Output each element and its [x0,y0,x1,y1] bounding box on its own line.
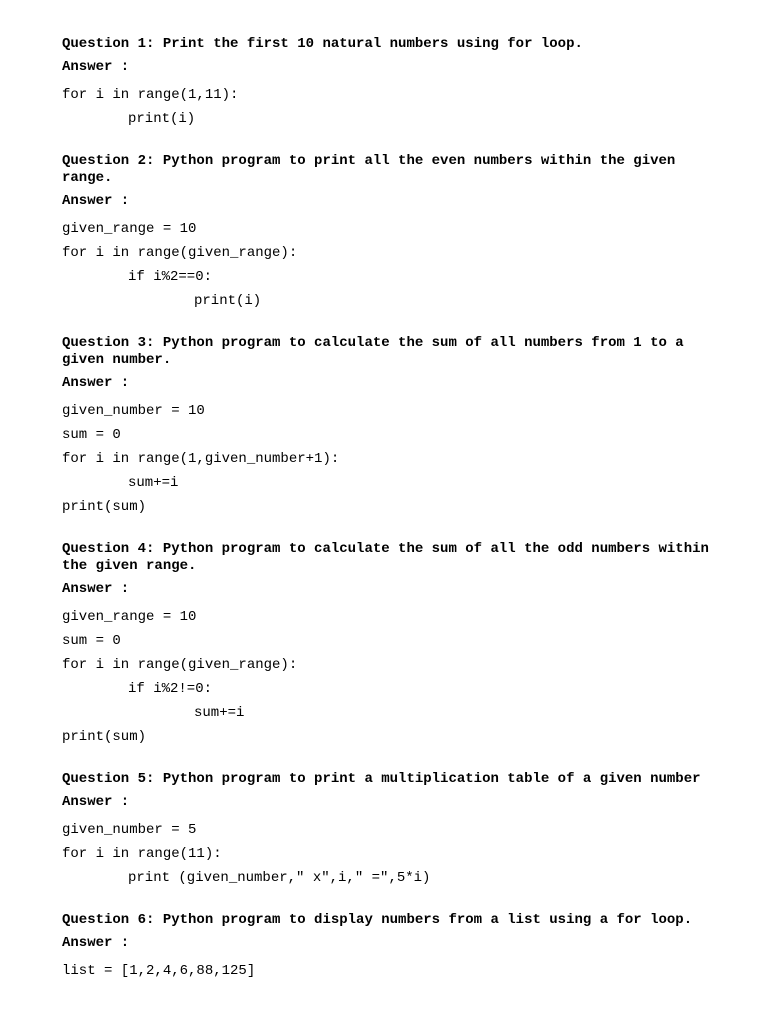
code-line: given_range = 10 [62,609,197,625]
question-block [62,36,718,131]
code-line: for i in range(given_range): [62,657,298,673]
code-line: given_number = 10 [62,403,205,419]
code-block [62,399,718,519]
code-line: list = [1,2,4,6,88,125] [62,963,256,979]
code-line: print(i) [194,293,262,309]
code-line: print(i) [128,111,196,127]
answer-label: Answer : [62,375,130,391]
code-line: given_range = 10 [62,221,197,237]
code-line: if i%2==0: [128,269,213,285]
question-heading: Question 2: Python program to print all the even numbers within the given range. [62,153,684,186]
code-line: sum = 0 [62,427,121,443]
code-line: sum = 0 [62,633,121,649]
answer-label: Answer : [62,794,130,810]
code-line: sum+=i [128,475,179,491]
question-block [62,912,718,983]
answer-label: Answer : [62,193,130,209]
question-heading: Question 6: Python program to display numbers from a list using a for loop. [62,912,693,928]
answer-label: Answer : [62,59,130,75]
code-line: sum+=i [194,705,245,721]
code-block [62,605,718,749]
question-heading: Question 4: Python program to calculate the sum of all the odd numbers within the given range. [62,541,718,574]
code-line: print(sum) [62,729,147,745]
code-line: if i%2!=0: [128,681,213,697]
code-line: for i in range(11): [62,846,222,862]
code-line: given_number = 5 [62,822,197,838]
code-block [62,818,718,890]
code-line: print(sum) [62,499,147,515]
question-heading: Question 3: Python program to calculate the sum of all numbers from 1 to a given number. [62,335,693,368]
question-block [62,771,718,890]
code-line: for i in range(1,given_number+1): [62,451,340,467]
code-line: for i in range(given_range): [62,245,298,261]
question-heading: Question 1: Print the first 10 natural numbers using for loop. [62,36,583,52]
code-block [62,217,718,313]
question-heading: Question 5: Python program to print a multiplication table of a given number [62,771,701,787]
question-block [62,153,718,313]
code-line: for i in range(1,11): [62,87,239,103]
question-block [62,335,718,519]
code-line: print (given_number," x",i," =",5*i) [128,870,431,886]
code-block [62,83,718,131]
answer-label: Answer : [62,581,130,597]
answer-label: Answer : [62,935,130,951]
code-block [62,959,718,983]
question-block [62,541,718,749]
